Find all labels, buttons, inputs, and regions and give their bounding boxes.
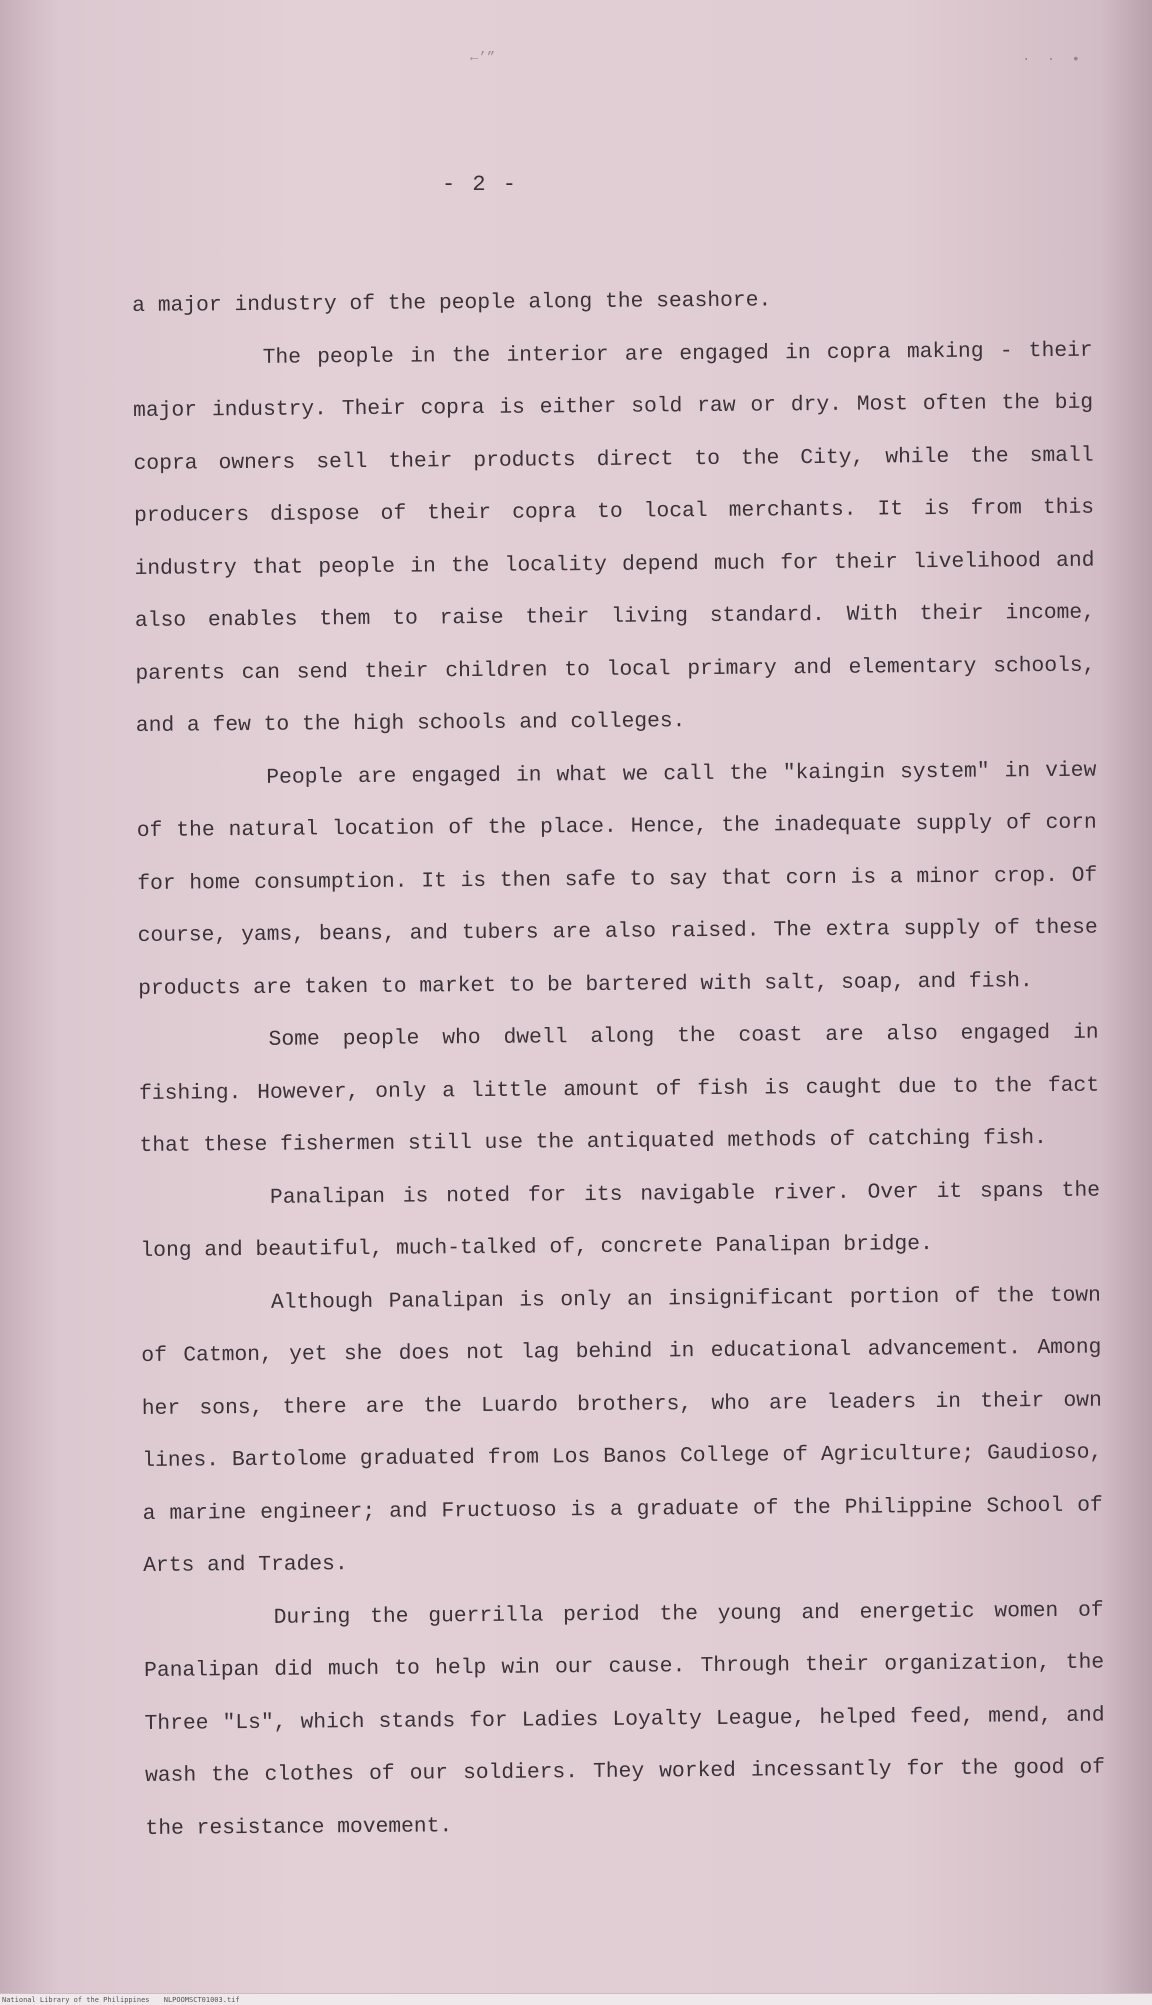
paragraph-guerrilla: During the guerrilla period the young and energetic women of Panalipan did much to help win our cause. Through their organization, the Three "Ls", which stands for Ladies Loyalty League, helped feed, mend, and wash the clothes of our soldiers. They worked incessantly for the good of the resistance movement. xyxy=(144,1598,1106,1841)
scan-footer xyxy=(0,1993,1152,2005)
paragraph-copra: The people in the interior are engaged in copra making - their major industry. Their copra is either sold raw or dry. Most often the big copra owners sell their products direct to the City, while the small producers dispose of their copra to local merchants. It is from this industry that people in the locality depend much for their livelihood and also enables them to raise their living standard. With their income, parents can send their children to local primary and elementary schools, and a few to the high schools and colleges. xyxy=(133,338,1096,738)
paragraph-kaingin: People are engaged in what we call the "kaingin system" in view of the natural location of the place. Hence, the inadequate supply of corn for home consumption. It is then safe to say that corn is a minor crop. Of course, yams, beans, and tubers are also raised. The extra supply of these products are taken to market to be bartered with salt, soap, and fish. xyxy=(136,758,1098,1001)
ink-smudge-top: ←’” xyxy=(470,50,496,66)
footer-source: National Library of the Philippines xyxy=(2,1996,150,2004)
ink-smudge-right: · · • xyxy=(1022,52,1085,68)
paragraph-continuation: a major industry of the people along the seashore. xyxy=(132,288,772,318)
document-body xyxy=(132,272,1106,1855)
footer-file: NLPOOMSCT01003.tif xyxy=(163,1996,240,2004)
paragraph-education: Although Panalipan is only an insignificant portion of the town of Catmon, yet she does not lag behind in educational advancement. Among her sons, there are the Luardo brothers, who are leaders in their own lines. Bartolome graduated from Los Banos College of Agriculture; Gaudioso, a marine engineer; and Fructuoso is a graduate of the Philippine School of Arts and Trades. xyxy=(141,1283,1103,1578)
paragraph-river: Panalipan is noted for its navigable river. Over it spans the long and beautiful, much-talked of, concrete Panalipan bridge. xyxy=(140,1178,1101,1263)
paragraph-fishing: Some people who dwell along the coast are also engaged in fishing. However, only a little amount of fish is caught due to the fact that these fishermen still use the antiquated methods of catching fish. xyxy=(138,1020,1100,1158)
page-number: - 2 - xyxy=(441,172,518,197)
